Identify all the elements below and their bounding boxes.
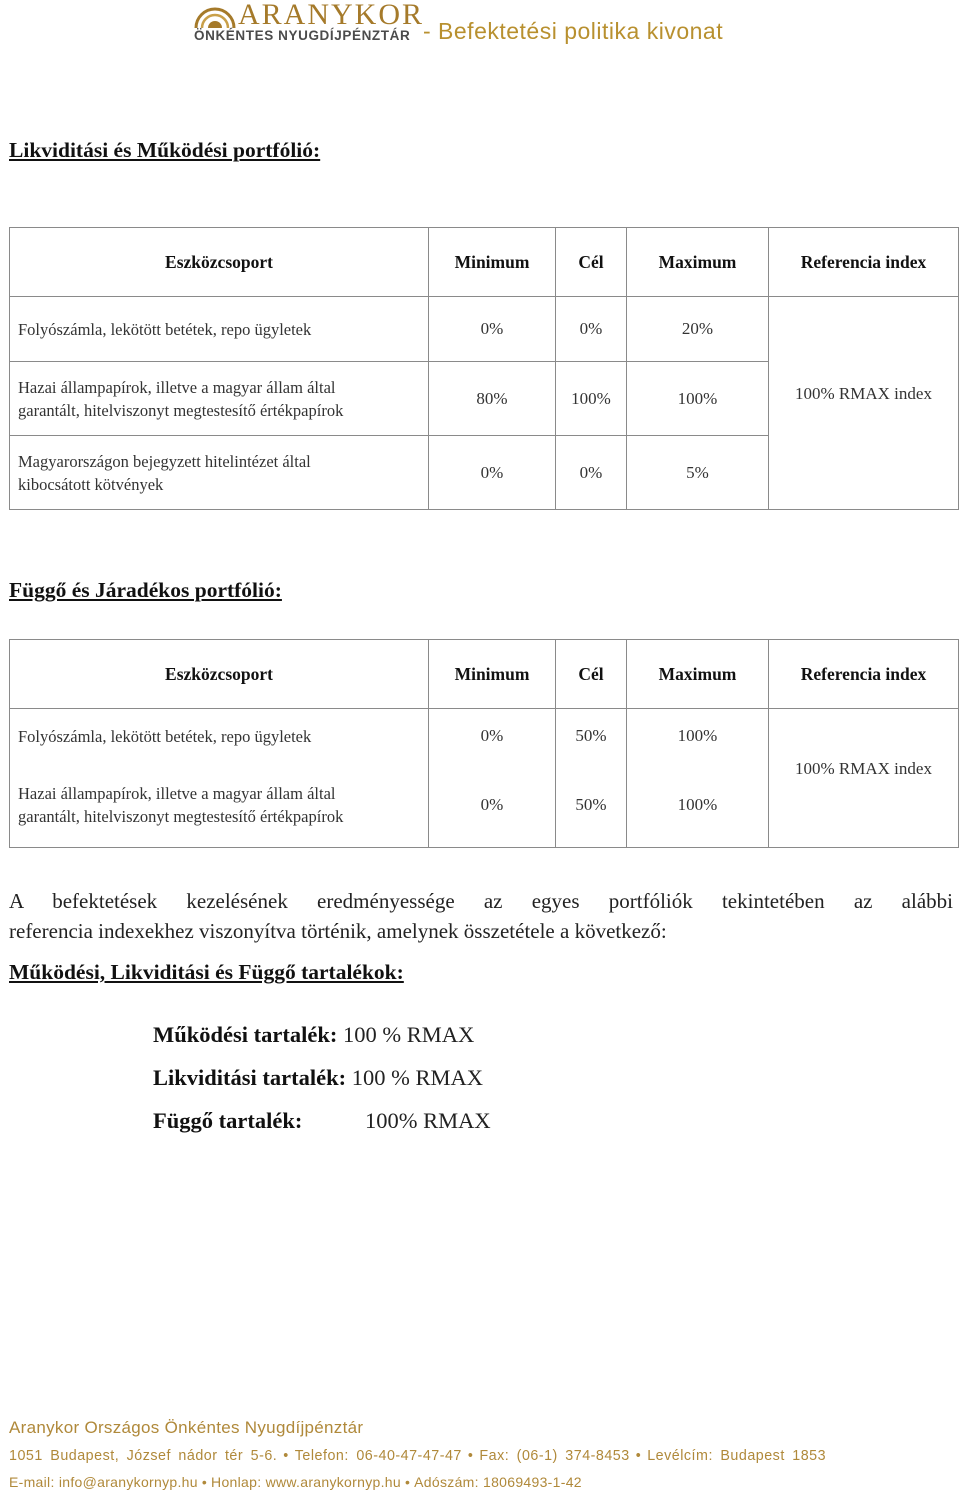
footer-contact-line <box>9 1448 826 1464</box>
table-row <box>10 709 959 764</box>
category-cell: Hazai állampapírok, illetve a magyar állam által garantált, hitelviszonyt megtestesítő értékpapírok <box>10 764 429 848</box>
column-header: Referencia index <box>769 228 959 297</box>
maximum-cell: 20% <box>627 297 769 362</box>
bullet-separator: • <box>467 1448 474 1464</box>
footer-online-line <box>9 1474 582 1490</box>
footer-organization-name: Aranykor Országos Önkéntes Nyugdíjpénztár <box>9 1418 364 1437</box>
footer-phone: Telefon: 06-40-47-47-47 <box>294 1448 462 1464</box>
column-header: Eszközcsoport <box>10 640 429 709</box>
logo-name: ARANYKOR <box>238 0 425 31</box>
minimum-cell: 0% <box>429 709 556 764</box>
target-cell: 0% <box>556 436 627 510</box>
footer-fax: Fax: (06-1) 374-8453 <box>479 1448 630 1464</box>
column-header: Maximum <box>627 640 769 709</box>
minimum-cell: 80% <box>429 362 556 436</box>
reserve-label: Likviditási tartalék: <box>153 1065 347 1090</box>
reserve-label: Működési tartalék: <box>153 1022 338 1047</box>
footer-address: 1051 Budapest, József nádor tér 5-6. <box>9 1448 278 1464</box>
maximum-cell: 100% <box>627 709 769 764</box>
category-cell: Folyószámla, lekötött betétek, repo ügyletek <box>10 709 429 764</box>
reserve-value: 100 % RMAX <box>351 1065 484 1090</box>
pending-portfolio-heading: Függő és Járadékos portfólió: <box>9 578 282 602</box>
sun-arch-icon <box>192 0 238 30</box>
column-header: Cél <box>556 228 627 297</box>
description-line-1 <box>9 886 953 916</box>
target-cell: 0% <box>556 297 627 362</box>
page-header <box>0 0 960 60</box>
column-header: Minimum <box>429 640 556 709</box>
table-header-row <box>10 228 959 297</box>
target-cell: 50% <box>556 764 627 848</box>
bullet-separator: • <box>201 1474 208 1490</box>
column-header: Minimum <box>429 228 556 297</box>
category-cell: Hazai állampapírok, illetve a magyar állam által garantált, hitelviszonyt megtestesítő értékpapírok <box>10 362 429 436</box>
minimum-cell: 0% <box>429 764 556 848</box>
target-cell: 50% <box>556 709 627 764</box>
minimum-cell: 0% <box>429 297 556 362</box>
logo-subtitle: ÖNKÉNTES NYUGDÍJPÉNZTÁR <box>194 28 411 43</box>
reference-index-cell: 100% RMAX index <box>769 362 959 510</box>
footer-mailbox: Levélcím: Budapest 1853 <box>647 1448 827 1464</box>
aranykor-logo <box>192 0 425 50</box>
minimum-cell: 0% <box>429 436 556 510</box>
pending-portfolio-table <box>9 639 959 848</box>
footer-email-link[interactable]: E-mail: info@aranykornyp.hu <box>9 1474 198 1490</box>
bullet-separator: • <box>404 1474 411 1490</box>
description-text: A befektetések kezelésének eredményessége az egyes portfóliók tekintetében az alábbi <box>9 889 953 913</box>
target-cell: 100% <box>556 362 627 436</box>
column-header: Maximum <box>627 228 769 297</box>
document-title: - Befektetési politika kivonat <box>423 18 724 44</box>
reserves-heading: Működési, Likviditási és Függő tartalékok: <box>9 960 404 984</box>
footer-website-link[interactable]: Honlap: www.aranykornyp.hu <box>211 1474 401 1490</box>
column-header: Referencia index <box>769 640 959 709</box>
table-row <box>10 362 959 436</box>
category-cell: Magyarországon bejegyzett hitelintézet által kibocsátott kötvények <box>10 436 429 510</box>
footer-tax-number: Adószám: 18069493-1-42 <box>414 1474 582 1490</box>
reserve-value: 100% RMAX <box>365 1108 491 1133</box>
column-header: Eszközcsoport <box>10 228 429 297</box>
table-header-row <box>10 640 959 709</box>
reserve-label: Függő tartalék: <box>153 1108 303 1133</box>
reserve-item <box>153 1022 474 1048</box>
reserve-item <box>153 1108 491 1134</box>
category-cell: Folyószámla, lekötött betétek, repo ügyletek <box>10 297 429 362</box>
table-row <box>10 297 959 362</box>
column-header: Cél <box>556 640 627 709</box>
liquidity-portfolio-heading: Likviditási és Működési portfólió: <box>9 138 321 162</box>
bullet-separator: • <box>635 1448 642 1464</box>
bullet-separator: • <box>283 1448 289 1464</box>
description-line-2: referencia indexekhez viszonyítva történik, amelynek összetétele a következő: <box>9 919 667 943</box>
reserve-value: 100 % RMAX <box>343 1022 475 1047</box>
reference-index-cell: 100% RMAX index <box>769 709 959 848</box>
maximum-cell: 5% <box>627 436 769 510</box>
reserve-item <box>153 1065 483 1091</box>
maximum-cell: 100% <box>627 362 769 436</box>
liquidity-portfolio-table <box>9 227 959 510</box>
maximum-cell: 100% <box>627 764 769 848</box>
